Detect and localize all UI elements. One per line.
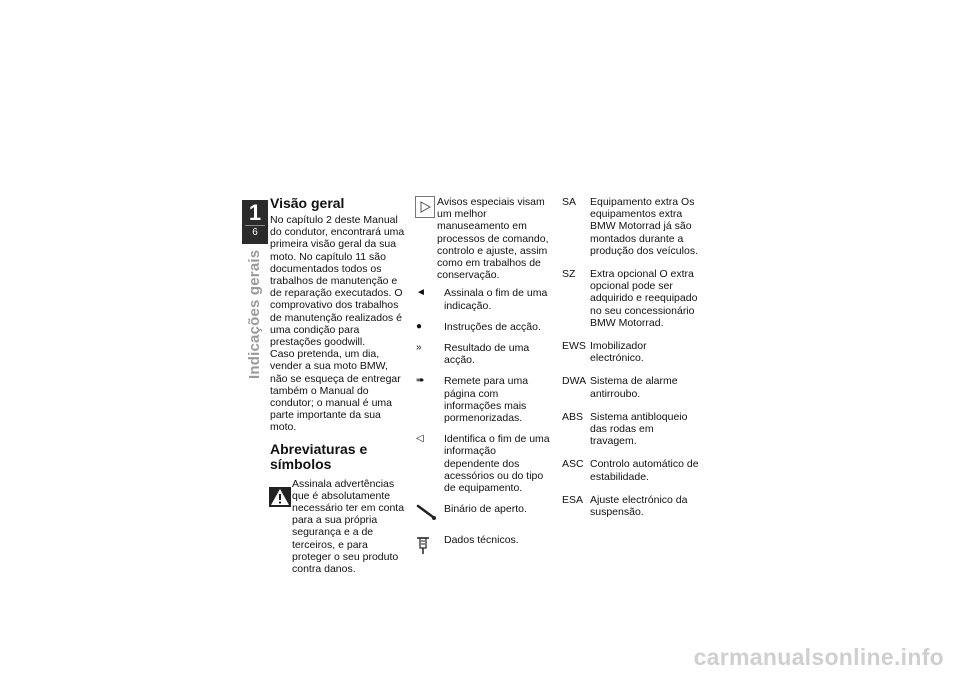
- abbreviation-description: Ajuste electrónico da suspensão.: [590, 493, 688, 519]
- symbol-row: [415, 321, 551, 333]
- abbreviation-description: Equipamento extra Os equipamentos extra BMW Motorrad já são montados durante a produção dos veículos.: [590, 196, 698, 257]
- abbreviation-row: [562, 458, 702, 482]
- torque-wrench-icon: [415, 503, 444, 525]
- abbreviation-row: [562, 494, 702, 518]
- accessory-end-symbol: ◁: [416, 433, 424, 445]
- column-1: [270, 196, 408, 575]
- abbreviation-description: Sistema antibloqueio das rodas em travagem.: [590, 410, 688, 448]
- warning-block: [270, 478, 408, 576]
- page-number: 6: [252, 227, 258, 238]
- section-title-abbreviations: Abreviaturas e símbolos: [270, 440, 368, 472]
- symbol-row: [415, 433, 551, 494]
- symbol-row: [415, 342, 551, 366]
- symbol-row: [415, 534, 551, 560]
- abbreviation: SA: [562, 196, 577, 208]
- tab-divider: [245, 225, 265, 226]
- symbol-description: Binário de aperto.: [444, 503, 527, 516]
- column-3: [562, 196, 702, 529]
- symbol-description: Instruções de acção.: [444, 320, 541, 333]
- column-2: [415, 196, 551, 570]
- warning-triangle-icon: [269, 487, 291, 507]
- symbol-row: [415, 503, 551, 525]
- abbreviation: ASC: [562, 458, 584, 471]
- watermark: carmanualsonline.info: [693, 644, 944, 670]
- action-bullet-symbol: ●: [416, 320, 423, 332]
- symbol-description: Identifica o fim de uma informação dependente dos acessórios ou do tipo de equipamento.: [444, 433, 550, 495]
- overview-paragraph-1: No capítulo 2 deste Manual do condutor, encontrará uma primeira visão geral da sua moto. No capítulo 11 são documentados todos os trabalhos de manutenção e de reparação executados. O comprovativo dos trabalhos de manutenção realizados é uma condição para prestações goodwill.: [270, 214, 405, 349]
- symbol-list: [415, 287, 551, 560]
- chapter-number: 1: [248, 200, 262, 225]
- chapter-side-label: Indicações gerais: [246, 249, 263, 379]
- symbol-row: [415, 375, 551, 424]
- symbol-description: Assinala o fim de uma indicação.: [444, 287, 548, 312]
- note-play-icon: [415, 196, 435, 218]
- end-of-note-symbol: ◄: [416, 287, 426, 299]
- abbreviation-row: [562, 375, 702, 399]
- symbol-description: Remete para uma página com informações mais pormenorizadas.: [444, 375, 529, 425]
- abbreviation-description: Imobilizador electrónico.: [590, 340, 647, 365]
- section-title-overview: Visão geral: [270, 195, 345, 211]
- abbreviation-description: Sistema de alarme antirroubo.: [590, 375, 678, 400]
- abbreviation-row: [562, 411, 702, 448]
- technical-data-icon: [415, 534, 444, 560]
- abbreviation: ABS: [562, 410, 584, 423]
- chapter-tab: [242, 200, 268, 244]
- abbreviation: ESA: [562, 493, 584, 506]
- symbol-description: Dados técnicos.: [444, 534, 519, 547]
- symbol-description: Resultado de uma acção.: [444, 342, 530, 367]
- abbreviation: DWA: [562, 375, 587, 388]
- note-text: Avisos especiais visam um melhor manuseamento em processos de comando, controlo e ajuste, assim como em trabalhos de conservação.: [437, 196, 549, 282]
- overview-paragraph-2: Caso pretenda, um dia, vender a sua moto BMW, não se esqueça de entregar também o Manual do condutor; o manual é uma parte importante da sua moto.: [270, 348, 401, 434]
- result-symbol: »: [416, 342, 422, 354]
- symbol-row: [415, 287, 551, 311]
- abbreviation-description: Extra opcional O extra opcional pode ser adquirido e reequipado no seu concessionário BMW Motorrad.: [590, 268, 698, 329]
- note-block: [415, 196, 551, 281]
- warning-text: Assinala advertências que é absolutamente necessário ter em conta para a sua própria segurança e a de terceiros, e para proteger o seu produto contra danos.: [292, 477, 405, 576]
- abbreviation-row: [562, 268, 702, 329]
- abbreviation-row: [562, 196, 702, 257]
- abbreviation-description: Controlo automático de estabilidade.: [590, 458, 699, 483]
- page-reference-symbol: ➠: [416, 375, 425, 387]
- abbreviation: SZ: [562, 268, 576, 281]
- abbreviation-row: [562, 340, 702, 364]
- abbreviation: EWS: [562, 340, 586, 353]
